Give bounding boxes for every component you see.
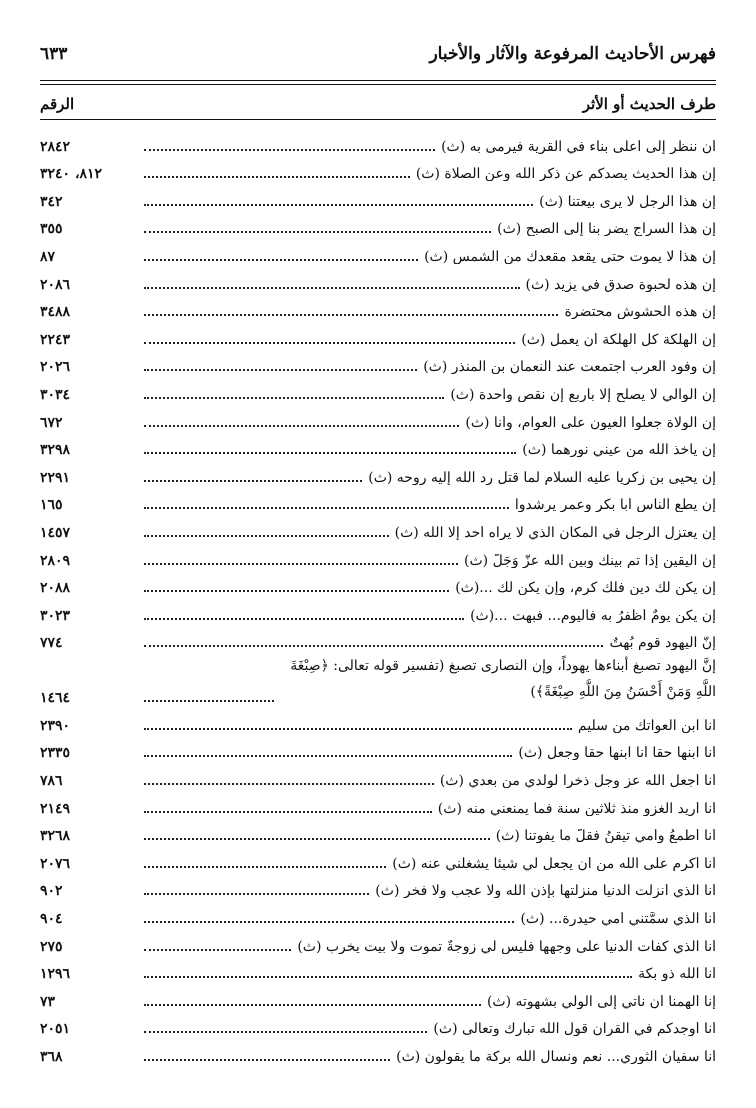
entry-text: إن هذه الحشوش محتضرة bbox=[564, 305, 716, 320]
entry-number: ٣٤٨٨ bbox=[40, 304, 71, 321]
index-entry bbox=[40, 347, 716, 375]
index-entry bbox=[40, 705, 716, 733]
column-header-number: الرقم bbox=[40, 95, 75, 113]
entry-text: إن الهلكة كل الهلكة أن يعمل (ث) bbox=[521, 332, 716, 347]
entry-number: ٧٣ bbox=[40, 993, 56, 1010]
entry-text: أنا الذي أنزلت الدنيا منزلتها بإذن الله ولا عجب ولا فخر (ث) bbox=[375, 884, 716, 899]
entry-text: أنا الذي كفأت الدنيا على وجهها فليس لي زوجةٌ تموت ولا بيت يخرب (ث) bbox=[297, 939, 716, 954]
dot-leader bbox=[144, 149, 435, 151]
dot-leader bbox=[144, 397, 444, 399]
index-entry bbox=[40, 760, 716, 788]
entry-number: ٢٢٩١ bbox=[40, 469, 71, 486]
index-entry bbox=[40, 374, 716, 402]
index-entry bbox=[40, 623, 716, 651]
entry-text: أنا ابنها حقاً أنا ابنها حقاً وجعل (ث) bbox=[518, 746, 716, 761]
index-entry bbox=[40, 319, 716, 347]
dot-leader bbox=[144, 618, 464, 620]
entry-text: إن هذا السراج يضر بنا إلى الصبح (ث) bbox=[497, 222, 716, 237]
dot-leader bbox=[144, 259, 418, 261]
entry-text: إن يحيى بن زكريا عليه السلام لما قتل رد الله إليه روحه (ث) bbox=[368, 470, 716, 485]
entry-number: ٨٧ bbox=[40, 248, 56, 265]
index-entry bbox=[40, 402, 716, 430]
index-entry bbox=[40, 788, 716, 816]
dot-leader bbox=[144, 1004, 481, 1006]
dot-leader bbox=[144, 314, 558, 316]
entry-number: ٧٧٤ bbox=[40, 635, 63, 652]
entry-text: إن الوالي لا يصلح إلا بأربع إن نقص واحدة (ث) bbox=[450, 387, 716, 402]
dot-leader bbox=[144, 590, 449, 592]
index-entry bbox=[40, 898, 716, 926]
entry-text: أنا أكرم على الله من أن يجعل لي شيئاً يشغلني عنه (ث) bbox=[392, 856, 716, 871]
entry-number: ٢٨٠٩ bbox=[40, 552, 71, 569]
index-entry bbox=[40, 1036, 716, 1064]
dot-leader bbox=[144, 480, 362, 482]
index-entry bbox=[40, 843, 716, 871]
dot-leader bbox=[144, 342, 515, 344]
entry-number: ٢٢٤٣ bbox=[40, 331, 71, 348]
entry-number: ٢٠٨٨ bbox=[40, 580, 71, 597]
entry-number: ٣٢٩٨ bbox=[40, 442, 71, 459]
entry-number: ٣٠٣٤ bbox=[40, 386, 71, 403]
index-entry bbox=[40, 181, 716, 209]
entry-number: ٩٠٤ bbox=[40, 911, 63, 928]
entry-number: ٢٠٥١ bbox=[40, 1021, 71, 1038]
entry-text: إن يكن لك دين فلك كرم، وإن يكن لك ...(ث) bbox=[455, 581, 716, 596]
entry-number: ٢٨٤٢ bbox=[40, 138, 71, 155]
entry-number: ١٦٥ bbox=[40, 497, 63, 514]
entry-text: أنا أجعل الله عز وجل ذخراً لولدي من بعدي (ث) bbox=[439, 774, 716, 789]
entry-text: أن ننظر إلى أعلى بناء في القرية فيرمى به (ث) bbox=[441, 139, 716, 154]
index-entry bbox=[40, 209, 716, 237]
entry-number: ٧٨٦ bbox=[40, 773, 63, 790]
dot-leader bbox=[144, 204, 533, 206]
entry-text: أنا سفيان الثوري... نعم ونسأل الله بركة ما يقولون (ث) bbox=[396, 1050, 716, 1064]
entry-text: إن يكن يومٌ أظفرُ به فاليوم... فبهت ...(ث) bbox=[470, 608, 716, 623]
page-number: ٦٣٣ bbox=[40, 44, 68, 64]
entry-text: إن هذا الرجل لا يرى بيعتنا (ث) bbox=[539, 194, 716, 209]
index-entry bbox=[40, 650, 716, 705]
index-entry bbox=[40, 1009, 716, 1037]
entry-number: ٦٧٢ bbox=[40, 414, 63, 431]
entry-text: إن يطع الناس أبا بكر وعمر يرشدوا bbox=[514, 498, 716, 513]
entry-number: ١٤٦٤ bbox=[40, 690, 71, 707]
dot-leader bbox=[144, 949, 291, 951]
dot-leader bbox=[144, 755, 512, 757]
index-entry bbox=[40, 154, 716, 182]
entry-number: ٢٠٧٦ bbox=[40, 855, 71, 872]
entry-number: ٢٠٢٦ bbox=[40, 359, 71, 376]
entry-text: إن هذا لا يموت حتى يقعد مقعدك من الشمس (ث) bbox=[424, 249, 716, 264]
column-header-text: طرف الحديث أو الأثر bbox=[582, 95, 716, 113]
dot-leader bbox=[144, 700, 274, 702]
dot-leader bbox=[144, 535, 389, 537]
entry-text: إن الولاة جعلوا العيون على العوام، وأنا (ث) bbox=[465, 415, 716, 430]
index-entry bbox=[40, 595, 716, 623]
dot-leader bbox=[144, 976, 632, 978]
index-entry bbox=[40, 236, 716, 264]
index-entry bbox=[40, 292, 716, 320]
column-divider bbox=[40, 119, 716, 120]
entry-text: إن يعتزل الرجل في المكان الذي لا يراه أحد إلا الله (ث) bbox=[394, 525, 716, 540]
dot-leader bbox=[144, 893, 369, 895]
index-entry bbox=[40, 981, 716, 1009]
index-entry bbox=[40, 457, 716, 485]
page-title: فهرس الأحاديث المرفوعة والآثار والأخبار bbox=[429, 44, 716, 64]
dot-leader bbox=[144, 838, 490, 840]
dot-leader bbox=[144, 563, 458, 565]
entry-number: ١٤٥٧ bbox=[40, 524, 71, 541]
entry-text: إنَّ اليهود تصبغ أبناءها يهوداً، وإن النصارى تصبغ (تفسير قوله تعالى: ﴿صِبْغَةَ اللَّهِ وَمَنْ أَحْسَنُ مِنَ اللَّهِ صِبْغَةً﴾) bbox=[290, 658, 716, 701]
index-entry bbox=[40, 540, 716, 568]
index-entry bbox=[40, 568, 716, 596]
dot-leader bbox=[144, 507, 509, 509]
entry-text: أنا أوجدكم في القرآن قول الله تبارك وتعالى (ث) bbox=[433, 1022, 716, 1037]
entry-text: إنَّ اليهود قوم بُهتٌ bbox=[609, 636, 716, 651]
entry-number: ٢١٤٩ bbox=[40, 800, 71, 817]
index-page bbox=[40, 44, 716, 1064]
entry-text: إن اليقين إذا تم بينك وبين الله عزَّ وَجَلَّ (ث) bbox=[464, 553, 716, 568]
index-entry bbox=[40, 126, 716, 154]
entry-text: إن يأخذ الله من عيني نورهما (ث) bbox=[522, 443, 716, 458]
index-entry bbox=[40, 954, 716, 982]
entry-text: أنا أطمعُ وأُمي تيقنُ فقلّ ما يفوتنا (ث) bbox=[495, 829, 716, 844]
entry-text: أنا الذي سمَّتني أُمي حيدرة... (ث) bbox=[520, 912, 716, 927]
index-entry bbox=[40, 430, 716, 458]
entry-text: إن وفود العرب اجتمعت عند النعمان بن المنذر (ث) bbox=[423, 360, 716, 375]
dot-leader bbox=[144, 783, 434, 785]
entry-number: ٢٣٣٥ bbox=[40, 745, 71, 762]
entry-number: ١٢٩٦ bbox=[40, 966, 71, 983]
column-headers bbox=[40, 85, 716, 119]
dot-leader bbox=[144, 287, 520, 289]
index-entry bbox=[40, 485, 716, 513]
running-header bbox=[40, 44, 716, 78]
entry-text: إنا ألهمنا أن نأتي إلى الولي بشهوته (ث) bbox=[486, 994, 716, 1009]
entry-number: ٣٠٢٣ bbox=[40, 607, 71, 624]
entry-number: ٣٥٥ bbox=[40, 221, 63, 238]
entry-number: ٣٢٦٨ bbox=[40, 828, 71, 845]
dot-leader bbox=[144, 645, 603, 647]
dot-leader bbox=[144, 231, 491, 233]
entry-number: ٢٣٩٠ bbox=[40, 717, 71, 734]
index-entry bbox=[40, 512, 716, 540]
entry-number: ٨١٢، ٣٢٤٠ bbox=[40, 166, 103, 183]
entry-text: أنا الله ذو بكة bbox=[638, 967, 716, 982]
index-entry bbox=[40, 264, 716, 292]
dot-leader bbox=[144, 176, 410, 178]
index-entry-list bbox=[40, 126, 716, 1064]
entry-text: أنا ابن العواتك من سليم bbox=[577, 718, 716, 733]
entry-number: ٩٠٢ bbox=[40, 883, 63, 900]
dot-leader bbox=[144, 728, 572, 730]
dot-leader bbox=[144, 921, 514, 923]
index-entry bbox=[40, 926, 716, 954]
entry-number: ٢٠٨٦ bbox=[40, 276, 71, 293]
index-entry bbox=[40, 816, 716, 844]
dot-leader bbox=[144, 1031, 427, 1033]
entry-number: ٣٦٨ bbox=[40, 1049, 63, 1065]
index-entry bbox=[40, 733, 716, 761]
dot-leader bbox=[144, 866, 386, 868]
dot-leader bbox=[144, 811, 432, 813]
index-entry bbox=[40, 871, 716, 899]
entry-text: أنا أريد الغزو منذ ثلاثين سنة فما يمنعني منه (ث) bbox=[437, 801, 716, 816]
entry-number: ٢٧٥ bbox=[40, 938, 63, 955]
dot-leader bbox=[144, 369, 417, 371]
dot-leader bbox=[144, 425, 459, 427]
dot-leader bbox=[144, 452, 516, 454]
entry-text: إن هذه لحبوة صدق في يزيد (ث) bbox=[525, 277, 716, 292]
entry-text: إن هذا الحديث يصدكم عن ذكر الله وعن الصلاة (ث) bbox=[415, 167, 716, 182]
entry-number: ٣٤٢ bbox=[40, 193, 63, 210]
dot-leader bbox=[144, 1059, 390, 1061]
